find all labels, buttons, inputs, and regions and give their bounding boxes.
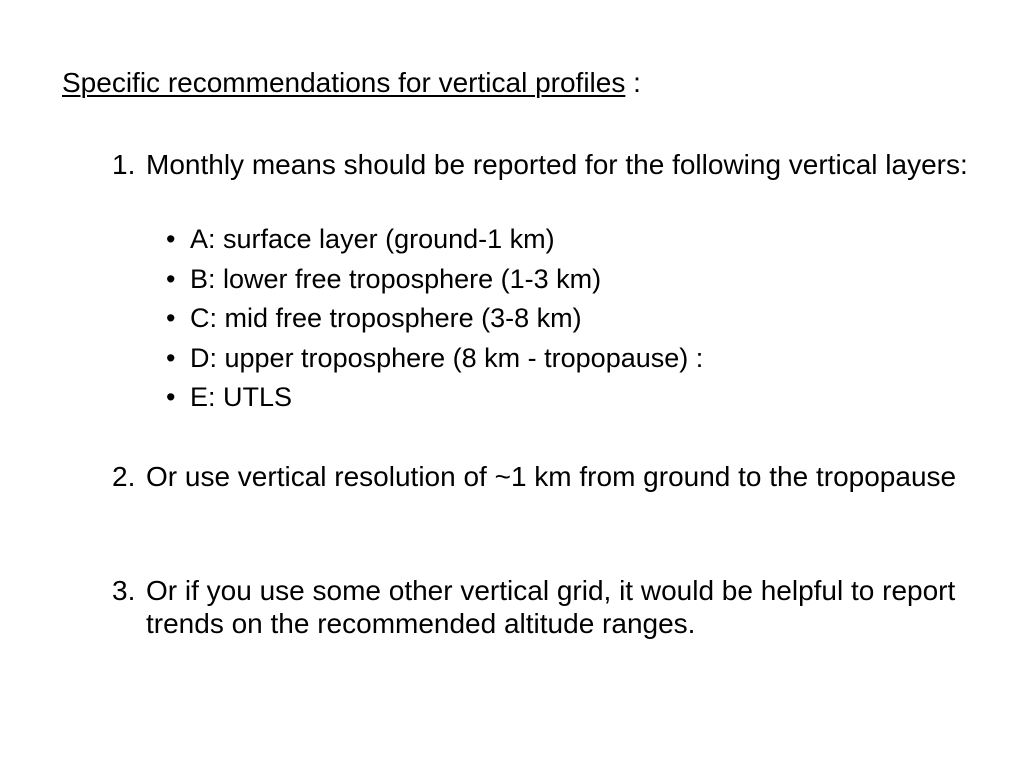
list-item-text: D: upper troposphere (8 km - tropopause) : xyxy=(190,342,704,373)
item-number: 2. xyxy=(112,461,136,492)
bullet-icon: • xyxy=(166,263,176,294)
item-number: 1. xyxy=(112,149,136,180)
list-item-text: E: UTLS xyxy=(190,382,293,412)
list-item-text: B: lower free troposphere (1-3 km) xyxy=(190,263,602,294)
item-text: Or use vertical resolution of ~1 km from ground to the tropopause xyxy=(146,461,957,492)
bullet-icon: • xyxy=(166,382,176,412)
list-item-text: C: mid free troposphere (3-8 km) xyxy=(190,303,582,333)
slide-title: Specific recommendations for vertical profiles xyxy=(62,67,626,98)
bullet-icon: • xyxy=(166,342,176,373)
item-number: 3. xyxy=(112,575,136,606)
item-text: Or if you use some other vertical grid, it would be helpful to report trends on the recommended altitude ranges. xyxy=(146,575,956,639)
numbered-item-3 xyxy=(112,574,972,640)
list-item-text: A: surface layer (ground-1 km) xyxy=(190,224,555,254)
list-item xyxy=(166,381,703,413)
numbered-item-1 xyxy=(112,148,972,181)
slide-heading xyxy=(62,66,641,100)
list-item xyxy=(166,342,703,374)
bullet-icon: • xyxy=(166,303,176,333)
layer-list xyxy=(166,223,703,421)
bullet-icon: • xyxy=(166,224,176,254)
slide-title-suffix: : xyxy=(625,67,641,98)
list-item xyxy=(166,302,703,334)
list-item xyxy=(166,223,703,255)
list-item xyxy=(166,263,703,295)
item-text: Monthly means should be reported for the following vertical layers: xyxy=(146,149,968,180)
numbered-item-2 xyxy=(112,460,972,493)
